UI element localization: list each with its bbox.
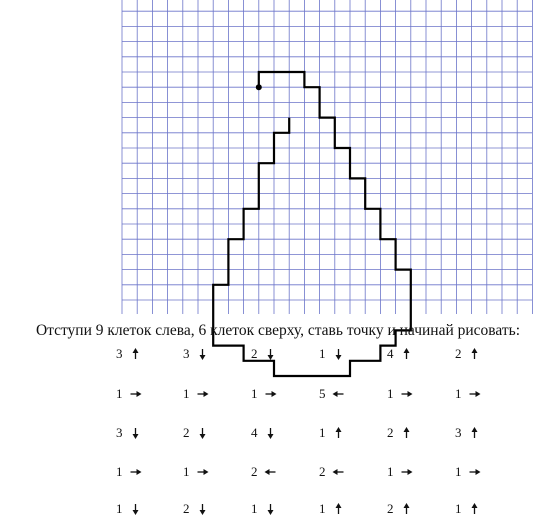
- step-count: 1: [116, 464, 123, 479]
- arrow-right-icon: [197, 388, 209, 400]
- arrow-down-icon: [265, 503, 277, 515]
- command-step: [182, 346, 209, 362]
- step-count: 3: [116, 346, 123, 361]
- step-count: 5: [319, 386, 326, 401]
- arrow-left-icon: [265, 466, 277, 478]
- step-count: 1: [319, 425, 326, 440]
- step-count: 2: [387, 425, 394, 440]
- arrow-down-icon: [333, 348, 345, 360]
- arrow-up-icon: [333, 503, 345, 515]
- step-count: 1: [455, 464, 462, 479]
- arrow-down-icon: [130, 427, 142, 439]
- command-step: [182, 425, 209, 441]
- step-count: 1: [116, 386, 123, 401]
- command-step: [182, 501, 209, 517]
- command-step: [318, 425, 345, 441]
- arrow-down-icon: [197, 348, 209, 360]
- arrow-up-icon: [469, 503, 481, 515]
- arrow-down-icon: [130, 503, 142, 515]
- step-count: 1: [387, 464, 394, 479]
- arrow-right-icon: [401, 466, 413, 478]
- arrow-right-icon: [401, 388, 413, 400]
- arrow-up-icon: [469, 427, 481, 439]
- step-count: 2: [183, 425, 190, 440]
- step-count: 1: [387, 386, 394, 401]
- step-count: 3: [183, 346, 190, 361]
- command-step: [386, 464, 413, 480]
- step-count: 4: [387, 346, 394, 361]
- command-step: [182, 464, 209, 480]
- step-count: 1: [183, 464, 190, 479]
- arrow-right-icon: [469, 388, 481, 400]
- arrow-up-icon: [469, 348, 481, 360]
- command-step: [386, 501, 413, 517]
- arrow-right-icon: [130, 466, 142, 478]
- command-step: [454, 346, 481, 362]
- command-step: [115, 464, 142, 480]
- command-step: [250, 425, 277, 441]
- arrow-right-icon: [197, 466, 209, 478]
- command-step: [250, 346, 277, 362]
- step-count: 2: [319, 464, 326, 479]
- command-step: [115, 501, 142, 517]
- command-step: [318, 386, 345, 402]
- arrow-up-icon: [401, 427, 413, 439]
- command-step: [250, 501, 277, 517]
- arrow-up-icon: [401, 348, 413, 360]
- command-step: [318, 346, 345, 362]
- command-step: [454, 464, 481, 480]
- command-step: [318, 501, 345, 517]
- arrow-up-icon: [401, 503, 413, 515]
- arrow-up-icon: [130, 348, 142, 360]
- step-count: 3: [455, 425, 462, 440]
- command-step: [182, 386, 209, 402]
- command-step: [386, 346, 413, 362]
- arrow-down-icon: [197, 503, 209, 515]
- arrow-right-icon: [469, 466, 481, 478]
- step-count: 1: [455, 386, 462, 401]
- command-step: [115, 346, 142, 362]
- step-count: 2: [387, 501, 394, 516]
- arrow-left-icon: [333, 466, 345, 478]
- arrow-left-icon: [333, 388, 345, 400]
- arrow-down-icon: [265, 427, 277, 439]
- step-count: 1: [251, 501, 258, 516]
- step-count: 1: [183, 386, 190, 401]
- step-count: 1: [455, 501, 462, 516]
- command-step: [115, 386, 142, 402]
- step-count: 1: [319, 501, 326, 516]
- arrow-up-icon: [333, 427, 345, 439]
- command-step: [250, 464, 277, 480]
- command-step: [318, 464, 345, 480]
- command-step: [386, 386, 413, 402]
- step-count: 2: [455, 346, 462, 361]
- step-count: 2: [251, 464, 258, 479]
- command-step: [454, 501, 481, 517]
- arrow-right-icon: [265, 388, 277, 400]
- arrow-down-icon: [265, 348, 277, 360]
- step-count: 4: [251, 425, 258, 440]
- command-step: [250, 386, 277, 402]
- command-step: [454, 425, 481, 441]
- command-step: [454, 386, 481, 402]
- command-step: [386, 425, 413, 441]
- command-step: [115, 425, 142, 441]
- step-count: 2: [251, 346, 258, 361]
- arrow-right-icon: [130, 388, 142, 400]
- arrow-down-icon: [197, 427, 209, 439]
- instruction-text: Отступи 9 клеток слева, 6 клеток сверху, ставь точку и начинай рисовать:: [35, 322, 521, 339]
- step-count: 3: [116, 425, 123, 440]
- step-count: 1: [116, 501, 123, 516]
- step-count: 1: [319, 346, 326, 361]
- step-count: 1: [251, 386, 258, 401]
- step-count: 2: [183, 501, 190, 516]
